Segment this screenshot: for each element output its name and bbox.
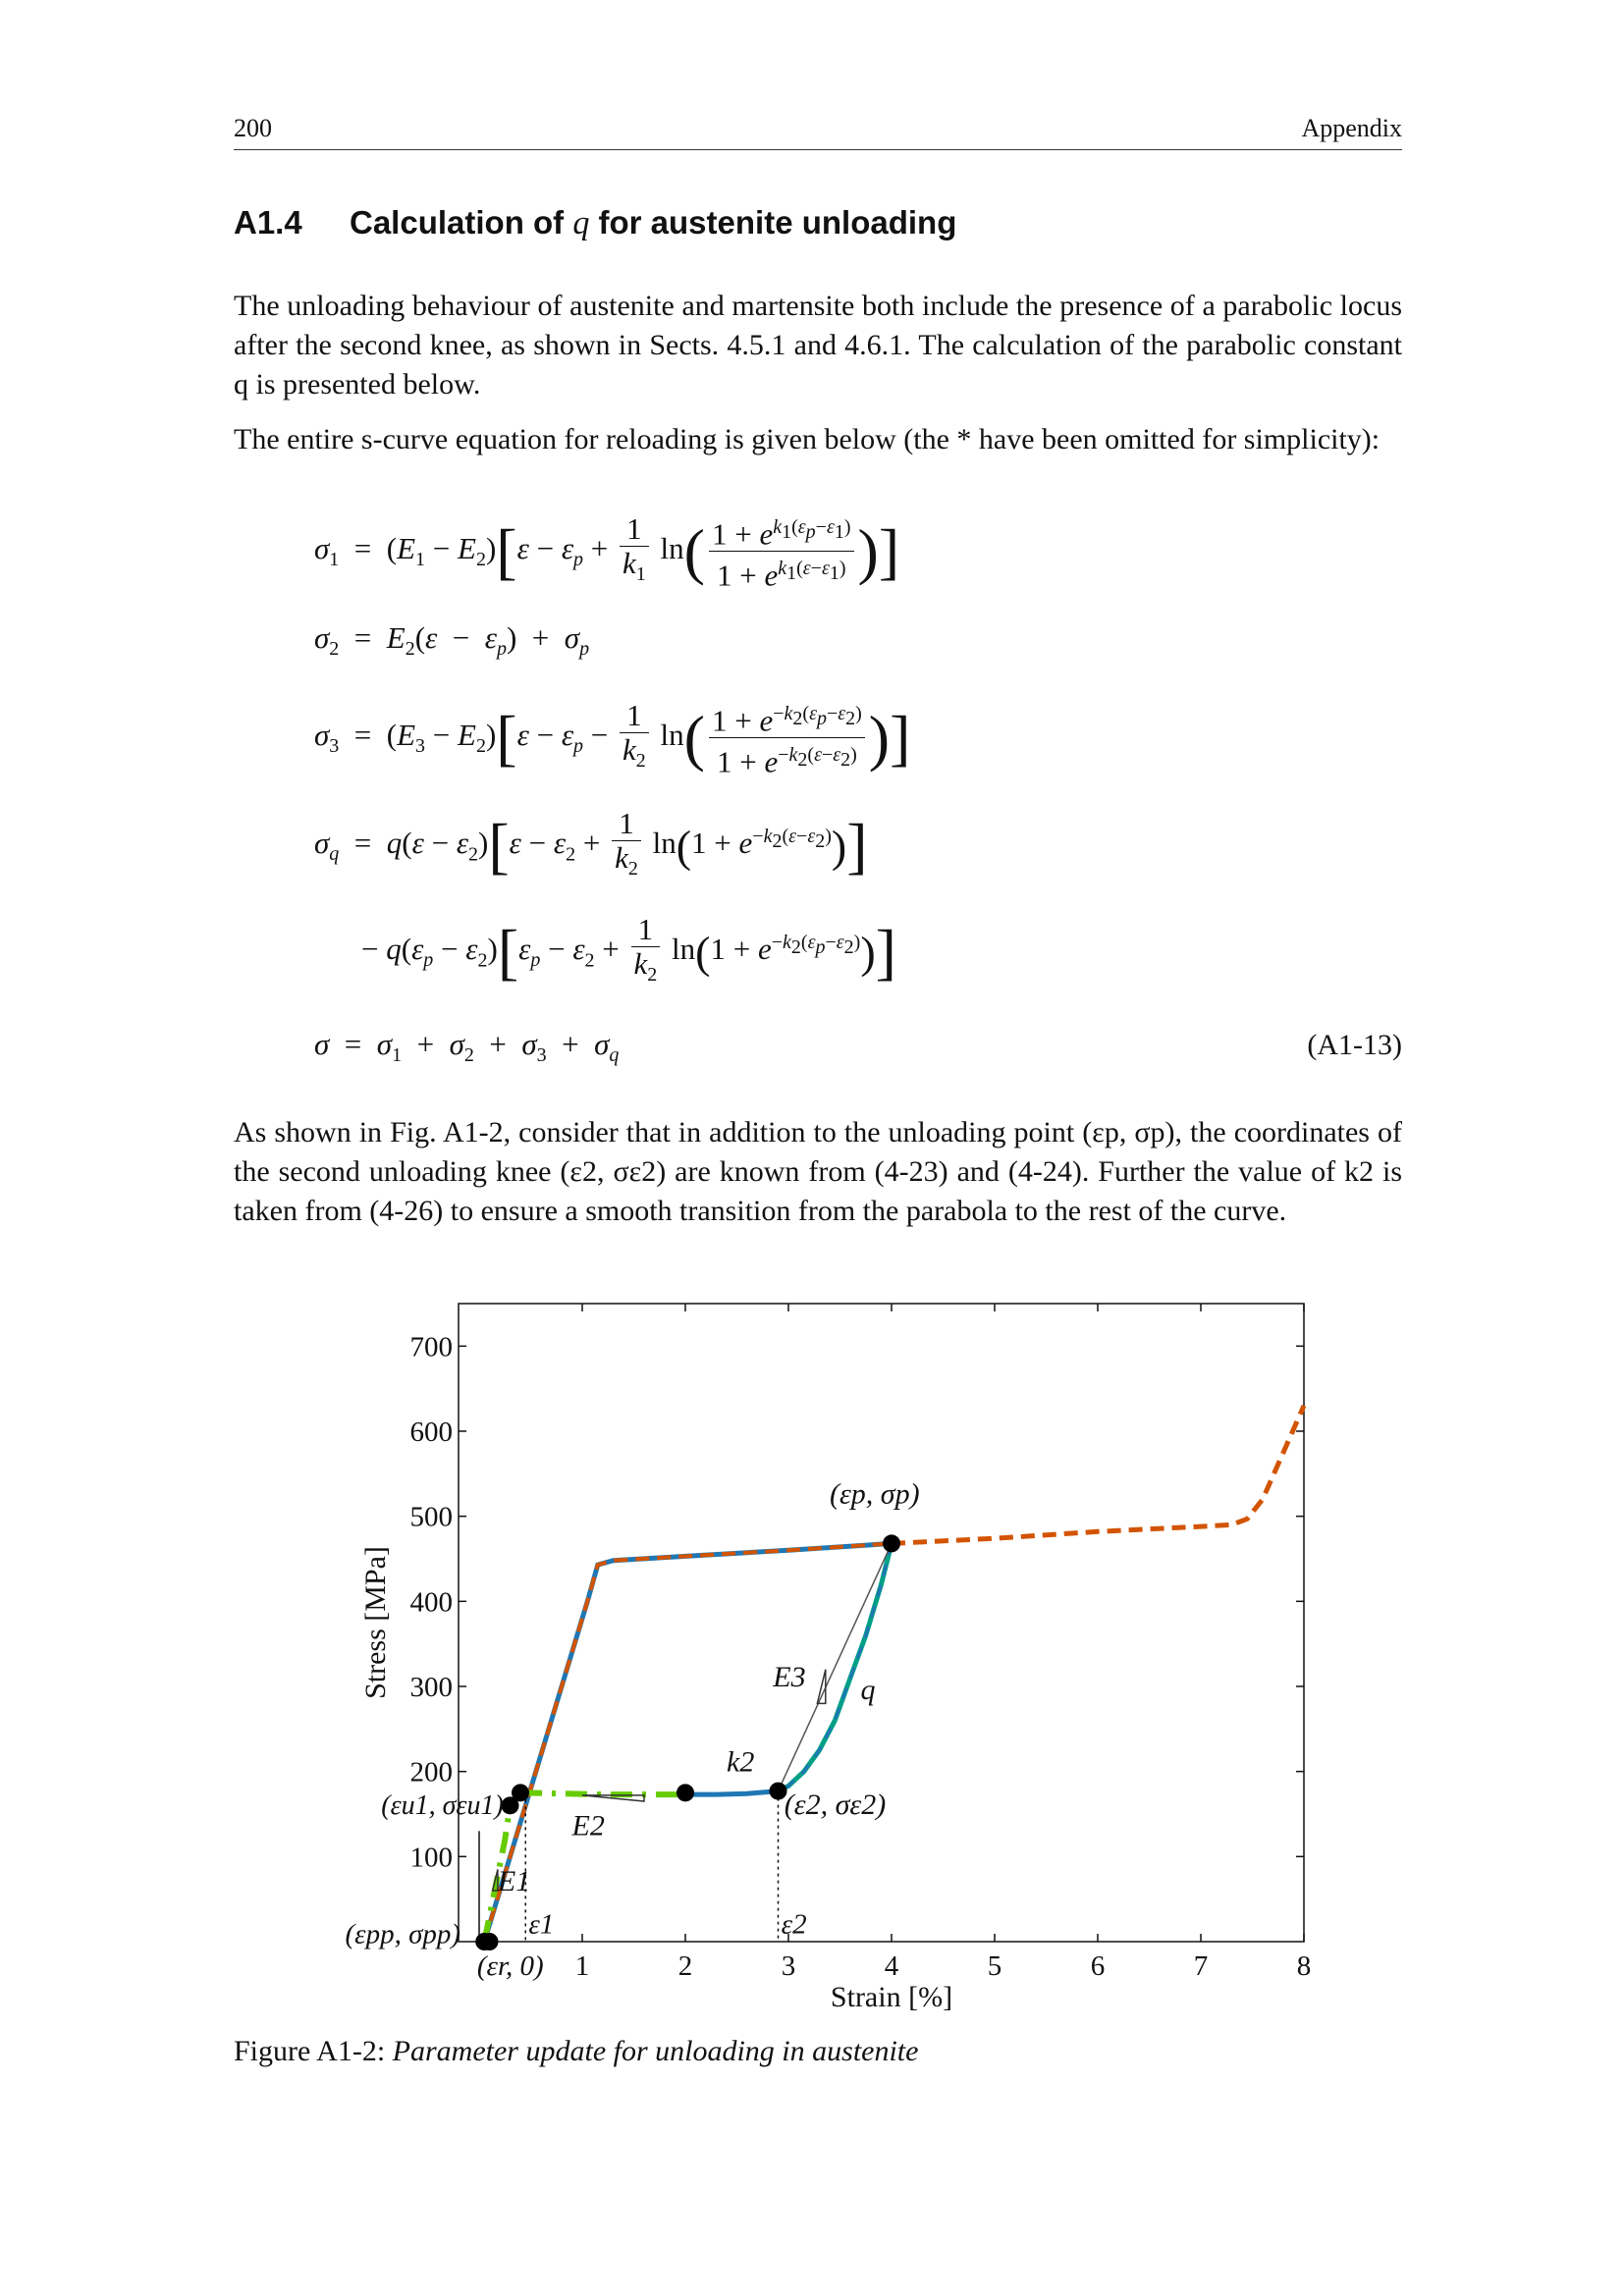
annotation-eps-r: (εr, 0): [476, 1950, 544, 1982]
y-tick-label: 400: [409, 1586, 453, 1619]
x-tick-label: 7: [1193, 1950, 1209, 1982]
equation-sigma2: $\sigma_2 = E_2(\varepsilon - \varepsilon_p) + \sigma_p$: [314, 620, 590, 661]
y-tick-label: 200: [409, 1756, 453, 1789]
paragraph-intro: The unloading behaviour of austenite and martensite both include the presence of a parabolic locus after the second knee, as shown in Sects. 4.5.1 and 4.6.1. The calculation of the parabolic constant q is presented below.: [234, 290, 1402, 400]
y-tick-label: 100: [409, 1842, 453, 1874]
data-point-marker: [677, 1784, 694, 1801]
x-tick-label: 8: [1296, 1950, 1312, 1982]
section-title-pre: Calculation of: [350, 204, 573, 240]
annotation-e1: E1: [497, 1865, 531, 1897]
section-title-post: for austenite unloading: [589, 204, 957, 240]
series-loading-tail: [892, 1406, 1304, 1543]
equation-sigmaq-2: − $q(\varepsilon_p - \varepsilon_2)[\varepsilon_p - \varepsilon_2$ + $\frac{1}{k_2}$ $\ln(1 + e^{-k_2(\varepsilon_p-\varepsilon_2)})$]: [361, 913, 896, 991]
x-tick-label: 2: [677, 1950, 693, 1982]
annotation-eps2: ε2: [781, 1908, 807, 1941]
data-point-marker: [883, 1534, 900, 1552]
slope-triangle-e3: [817, 1670, 825, 1704]
paragraph-scurve: The entire s-curve equation for reloading is given below (the * have been omitted for simplicity):: [234, 423, 1380, 455]
y-tick-label: 500: [409, 1501, 453, 1533]
x-tick-label: 4: [884, 1950, 899, 1982]
data-point-marker: [481, 1933, 499, 1950]
series-unload-plateau: [685, 1791, 779, 1795]
y-tick-label: 600: [409, 1416, 453, 1448]
running-head: Appendix: [1301, 114, 1402, 142]
annotation-unload-point: (εp, σp): [830, 1477, 920, 1511]
section-title-var: q: [572, 205, 590, 241]
annotation-eps1: ε1: [528, 1908, 555, 1941]
x-tick-label: 5: [987, 1950, 1002, 1982]
y-tick-label: 300: [409, 1672, 453, 1703]
annotation-q: q: [860, 1674, 876, 1706]
x-tick-label: 6: [1090, 1950, 1106, 1982]
x-tick-label: 3: [781, 1950, 796, 1982]
annotation-eps-pp: (εpp, σpp): [345, 1918, 461, 1950]
annotation-e2: E2: [571, 1809, 605, 1842]
figure-caption: [234, 2035, 918, 2068]
paragraph-figure-ref: As shown in Fig. A1-2, consider that in addition to the unloading point (εp, σp), the coordinates of the second unloading knee (ε2, σε2) are known from (4-23) and (4-24). Further the value of k2 is taken from (4-26) to ensure a smooth transition from the parabola to the rest of the curve.: [234, 1116, 1402, 1227]
x-tick-label: 1: [574, 1950, 590, 1982]
equation-number: (A1-13): [1307, 1029, 1402, 1061]
section-number: A1.4: [234, 204, 302, 240]
equation-sigmaq-1: $\sigma_q = q(\varepsilon - \varepsilon_2)[\varepsilon - \varepsilon_2$ + $\frac{1}{k_2}$ $\ln(1 + e^{-k_2(\varepsilon-\varepsilon_2)})$]: [314, 807, 868, 885]
equation-sigma1: $\sigma_1 = (E_1 - E_2)[\varepsilon - \varepsilon_p$ + $\frac{1}{k_1}$ ln( $\frac{1 + e^{k_1(\varepsilon_p-\varepsilon_1)}}{1 + e^{k_1(\varepsilon-\varepsilon_1)}}$ )]: [314, 510, 900, 593]
plot-frame: [459, 1304, 1304, 1942]
annotation-e3: E3: [773, 1661, 806, 1693]
series-reload: [520, 1792, 685, 1794]
series-loading-solid: [484, 1543, 892, 1942]
page-number: 200: [234, 114, 272, 142]
y-tick-label: 700: [409, 1331, 453, 1363]
annotation-knee1: (εu1, σεu1): [381, 1790, 504, 1821]
equation-sigma-total: $\sigma = \sigma_1 + \sigma_2 + \sigma_3 + \sigma_q$: [314, 1027, 620, 1067]
data-point-marker: [512, 1784, 529, 1801]
annotation-knee2: (ε2, σε2): [784, 1789, 887, 1821]
caption-text: Parameter update for unloading in austenite: [392, 2035, 919, 2067]
annotation-k2: k2: [727, 1745, 755, 1779]
y-axis-label: Stress [MPa]: [359, 1546, 392, 1699]
caption-label: Figure A1-2:: [234, 2035, 393, 2067]
x-axis-label: Strain [%]: [830, 1981, 953, 2013]
equation-sigma3: $\sigma_3 = (E_3 - E_2)[\varepsilon - \varepsilon_p$ − $\frac{1}{k_2}$ ln( $\frac{1 + e^{-k_2(\varepsilon_p-\varepsilon_2)}}{1 + e^{-k_2(\varepsilon-\varepsilon_2)}}$ )]: [314, 697, 911, 779]
